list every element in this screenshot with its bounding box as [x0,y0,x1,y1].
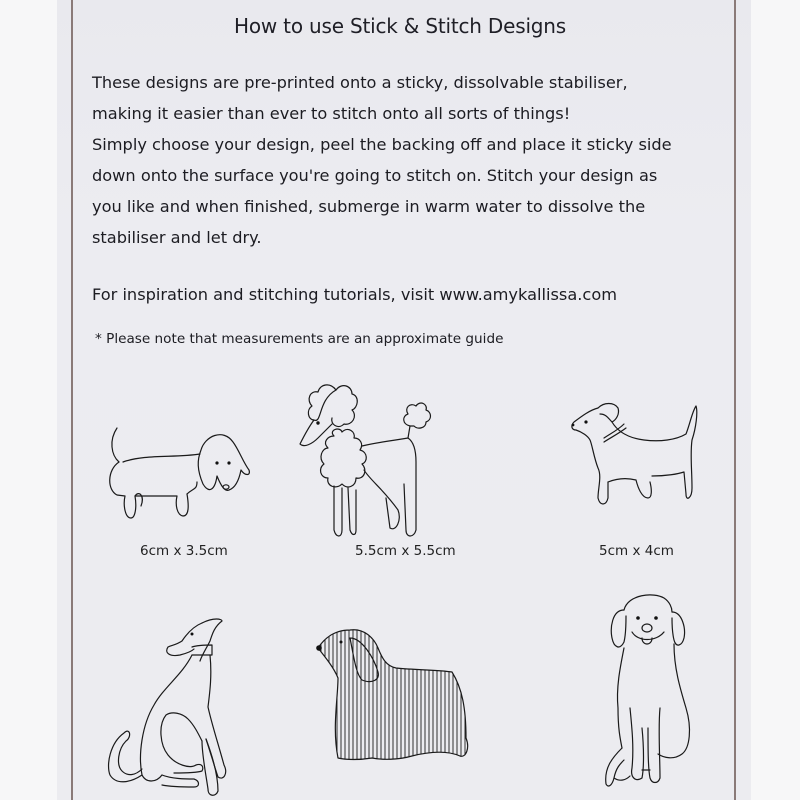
measurement-note: * Please note that measurements are an approximate guide [95,331,504,347]
sheet-border-left [71,0,73,800]
intro-line: making it easier than ever to stitch onto all sorts of things! [92,104,571,123]
intro-line: stabiliser and let dry. [92,228,262,247]
poodle-icon [298,380,438,540]
retriever-icon [594,588,704,798]
dachshund-size: 6cm x 3.5cm [140,543,228,559]
terrier-icon [568,398,703,513]
shaggy-dog-icon [316,628,476,768]
page-title: How to use Stick & Stitch Designs [233,14,566,38]
greyhound-icon [102,615,242,800]
sheet-border-right [734,0,736,800]
intro-line: down onto the surface you're going to stitch on. Stitch your design as [92,166,658,185]
intro-line: Simply choose your design, peel the backing off and place it sticky side [92,135,672,154]
terrier-size: 5cm x 4cm [599,543,674,559]
intro-paragraph [92,67,732,253]
intro-line: These designs are pre-printed onto a sticky, dissolvable stabiliser, [92,73,628,92]
poodle-size: 5.5cm x 5.5cm [355,543,456,559]
dachshund-icon [105,420,255,520]
intro-line: you like and when finished, submerge in warm water to dissolve the [92,197,646,216]
inspiration-text: For inspiration and stitching tutorials, visit www.amykallissa.com [92,285,617,304]
